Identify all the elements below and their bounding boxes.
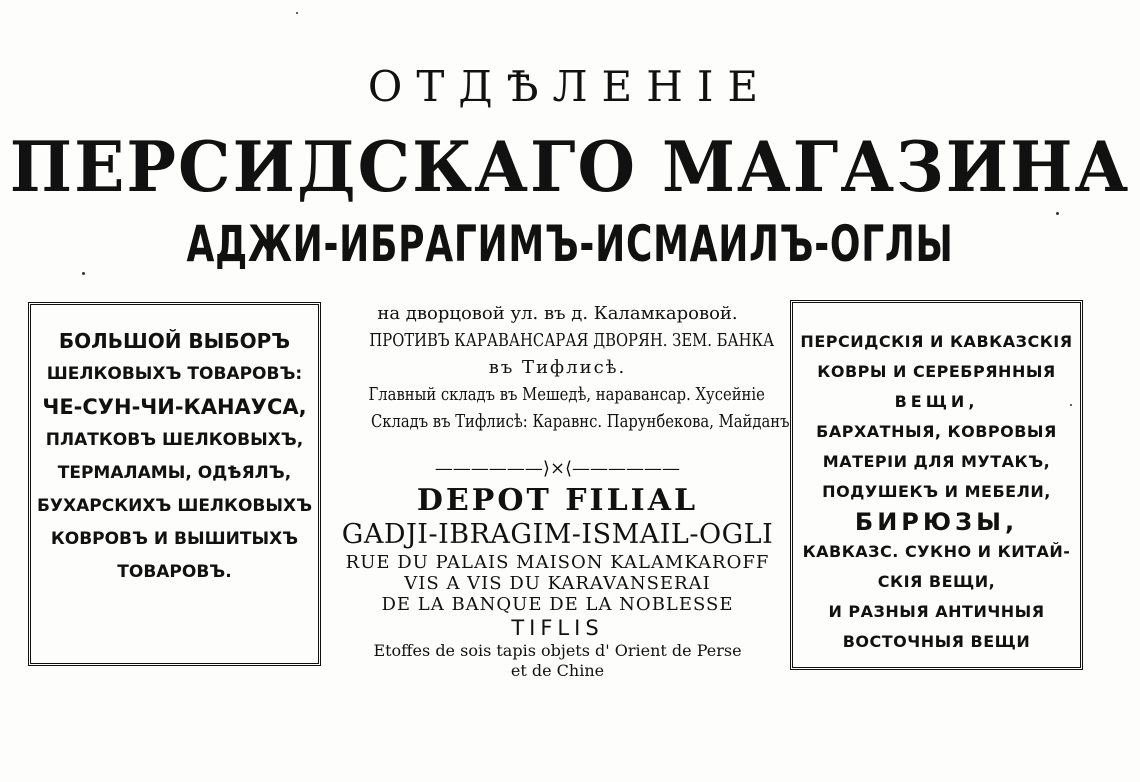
left-box-item: ТЕРМАЛАМЫ, ОДѢЯЛЪ, (57, 463, 292, 483)
right-box-item: ПОДУШЕКЪ И МЕБЕЛИ, (822, 482, 1051, 501)
address-line: RUE DU PALAIS MAISON KALAMKAROFF (345, 552, 770, 573)
right-box-item: ВОСТОЧНЫЯ ВЕЩИ (842, 632, 1031, 651)
title-line-3: АДЖИ-ИБРАГИМЪ-ИСМАИЛЪ-ОГЛЫ (186, 215, 954, 273)
goods-description: Etoffes de sois tapis objets d' Orient de Perse (373, 641, 742, 660)
depot-heading: DEPOT FILIAL (416, 483, 699, 518)
left-box-item: ЧЕ-СУН-ЧИ-КАНАУСА, (42, 395, 307, 419)
right-box-item: МАТЕРІИ ДЛЯ МУТАКЪ, (822, 452, 1051, 471)
left-box-heading: БОЛЬШОЙ ВЫБОРЪ (58, 329, 291, 353)
right-box-item: КАВКАЗС. СУКНО И КИТАЙ- (802, 542, 1071, 561)
left-goods-box (28, 302, 321, 666)
center-ru-line: Складъ въ Тифлисѣ: Каравнс. Парунбекова, Майданъ (370, 411, 790, 432)
right-box-item: СКІЯ ВЕЩИ, (877, 572, 996, 591)
left-box-item: ТОВАРОВЪ. (117, 562, 232, 582)
right-goods-list (793, 327, 1080, 657)
ornamental-divider: ——————⟩×⟨—————— (434, 458, 681, 479)
address-line: VIS A VIS DU KARAVANSERAI (404, 573, 711, 594)
address-line: DE LA BANQUE DE LA NOBLESSE (381, 594, 734, 615)
print-speck (82, 272, 85, 275)
right-box-item: БАРХАТНЫЯ, КОВРОВЫЯ (816, 422, 1057, 441)
right-goods-box (790, 300, 1083, 670)
print-speck (296, 12, 298, 14)
title-line-2: ПЕРСИДСКАГО МАГАЗИНА (9, 126, 1131, 208)
center-russian-block (325, 300, 790, 435)
city-name: TIFLIS (511, 616, 604, 640)
left-goods-list (31, 325, 318, 589)
goods-description: et de Chine (510, 661, 605, 680)
center-ru-line: ПРОТИВЪ КАРАВАНСАРАЯ ДВОРЯН. ЗЕМ. БАНКА (369, 330, 775, 351)
center-ru-line: Главный складъ въ Мешедѣ, наравансар. Хусейніе (368, 384, 765, 405)
left-box-item: КОВРОВЪ И ВЫШИТЫХЪ (50, 529, 299, 549)
right-box-item: ПЕРСИДСКІЯ И КАВКАЗСКІЯ (800, 332, 1073, 351)
left-box-item: БУХАРСКИХЪ ШЕЛКОВЫХЪ (36, 496, 313, 516)
merchant-name: GADJI-IBRAGIM-ISMAIL-OGLI (341, 519, 774, 550)
center-ru-line: на дворцовой ул. въ д. Каламкаровой. (377, 303, 738, 324)
center-french-block (325, 484, 790, 681)
center-ru-line: въ Тифлисѣ. (488, 357, 627, 378)
right-box-item: КОВРЫ И СЕРЕБРЯННЫЯ (817, 362, 1056, 381)
left-box-item: ШЕЛКОВЫХЪ ТОВАРОВЪ: (46, 364, 303, 384)
print-speck (1070, 404, 1072, 406)
right-box-item: БИРЮЗЫ, (854, 508, 1019, 536)
title-line-1: ОТДѢЛЕНІЕ (367, 62, 773, 111)
print-speck (1056, 212, 1059, 215)
left-box-item: ПЛАТКОВЪ ШЕЛКОВЫХЪ, (45, 430, 304, 450)
right-box-item: И РАЗНЫЯ АНТИЧНЫЯ (828, 602, 1045, 621)
right-box-item: ВЕЩИ, (894, 392, 979, 411)
